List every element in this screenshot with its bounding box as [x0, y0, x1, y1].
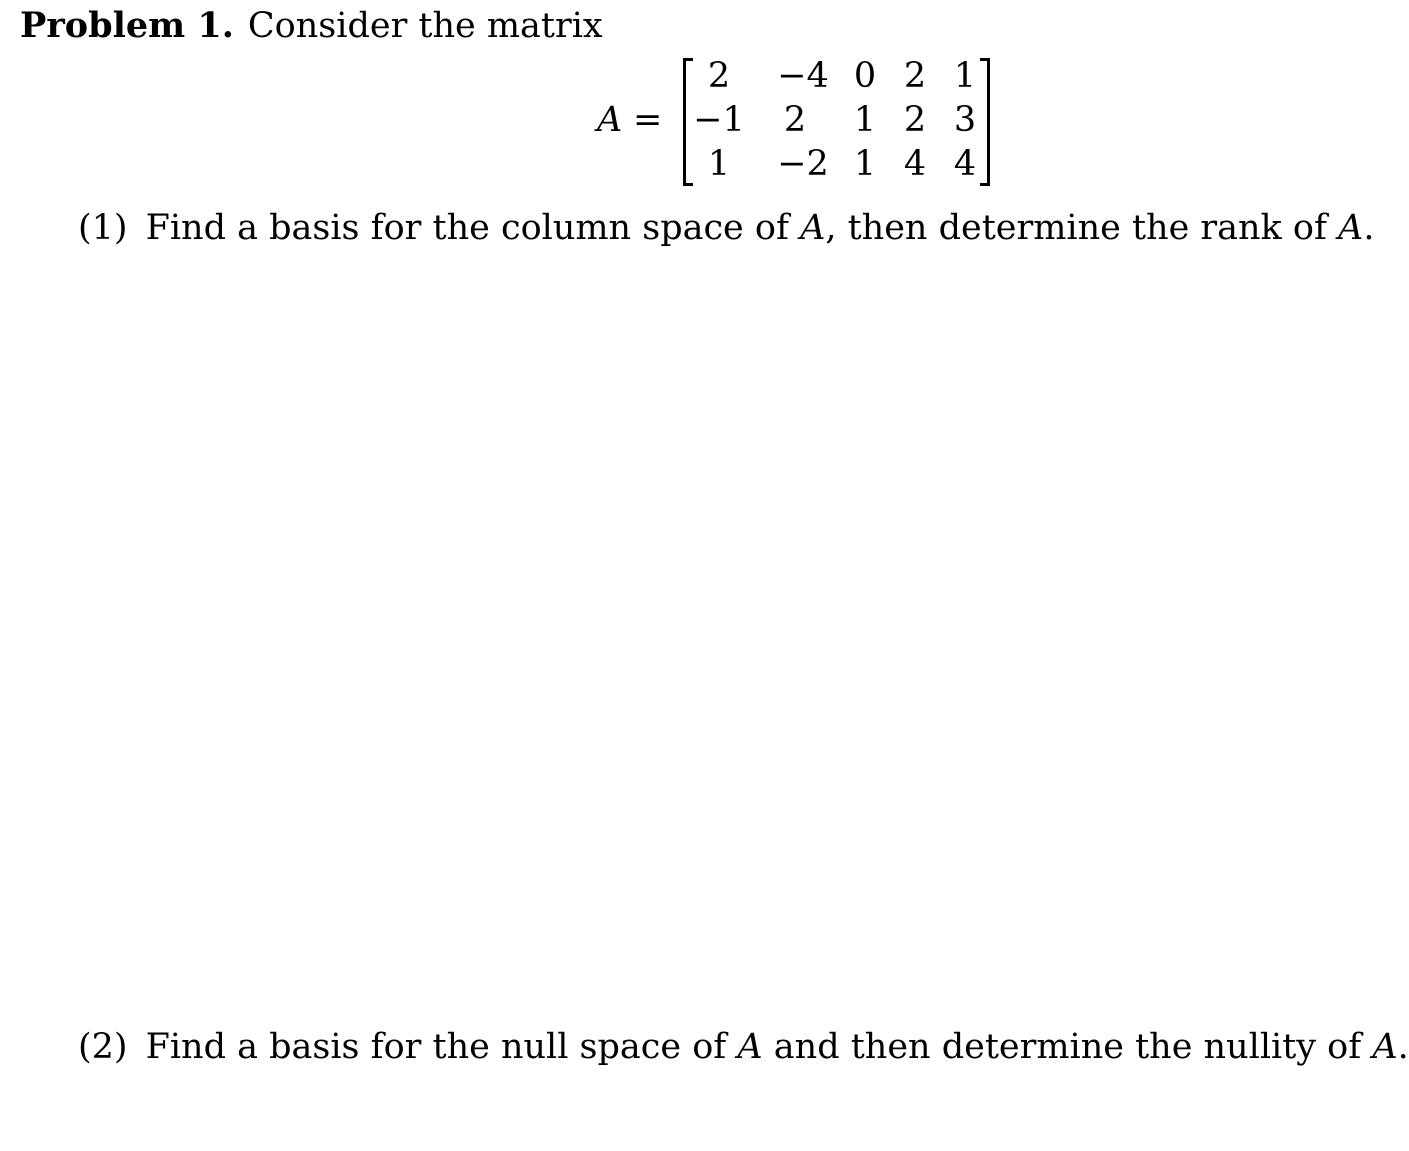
matrix-cell: 4: [903, 144, 927, 184]
matrix-cell: 1: [853, 100, 877, 140]
matrix-cell: −1: [693, 100, 745, 140]
matrix-cell: 3: [953, 100, 977, 140]
left-bracket: [683, 58, 693, 186]
question-1: [78, 206, 1374, 250]
matrix-cell: 0: [853, 56, 877, 96]
question-number: (1): [78, 208, 128, 248]
matrix-cell: 4: [953, 144, 977, 184]
equals-sign: =: [633, 100, 663, 140]
question-text-after: .: [1397, 1027, 1409, 1067]
question-text-middle: and then determine the nullity of: [762, 1027, 1373, 1067]
matrix-variable: A: [737, 1027, 763, 1067]
question-text-middle: , then determine the rank of: [825, 208, 1339, 248]
matrix-cell: 2: [903, 100, 927, 140]
problem-heading: [20, 4, 603, 48]
matrix-cell: 2: [903, 56, 927, 96]
matrix-cell: 2: [707, 56, 731, 96]
matrix-cell: 1: [707, 144, 731, 184]
question-text-before: Find a basis for the null space of: [145, 1027, 738, 1067]
question-text-before: Find a basis for the column space of: [145, 208, 801, 248]
matrix-cell: −2: [777, 144, 829, 184]
matrix-cell: 1: [953, 56, 977, 96]
question-text-after: .: [1363, 208, 1375, 248]
matrix-cell: −4: [777, 56, 829, 96]
matrix-variable: A: [800, 208, 826, 248]
matrix-variable: A: [1338, 208, 1364, 248]
problem-intro: Consider the matrix: [247, 6, 603, 46]
problem-label: Problem 1.: [20, 5, 234, 46]
matrix-variable: A: [1372, 1027, 1398, 1067]
matrix-cell: 1: [853, 144, 877, 184]
matrix-name: A: [597, 100, 623, 140]
matrix-cell: 2: [783, 100, 807, 140]
question-2: [78, 1025, 1409, 1069]
matrix-equation: [595, 54, 1005, 188]
question-number: (2): [78, 1027, 128, 1067]
